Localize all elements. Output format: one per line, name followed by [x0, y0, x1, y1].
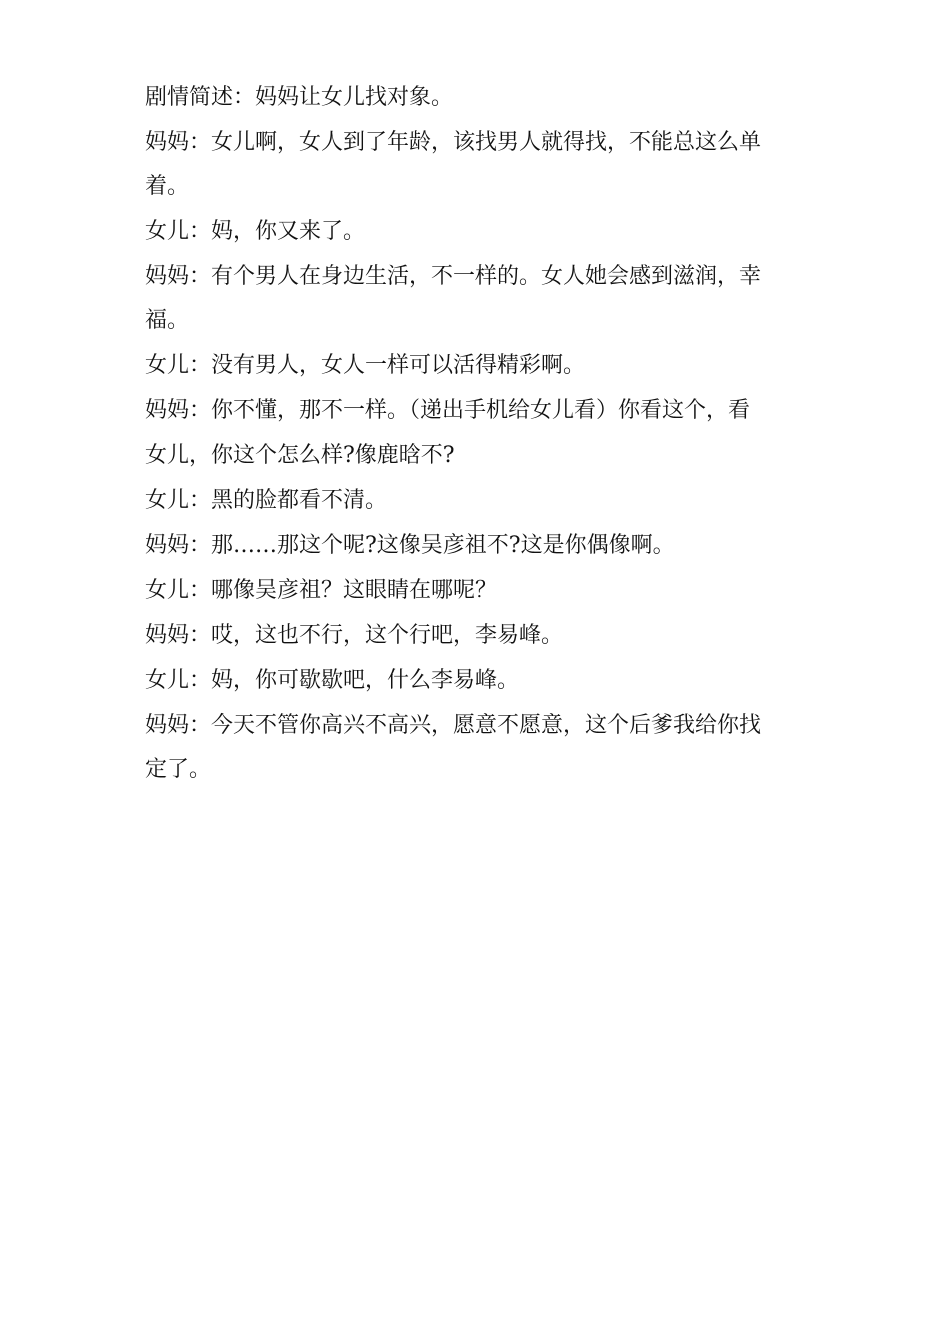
script-body [145, 76, 805, 793]
synopsis-line: 剧情简述：妈妈让女儿找对象。 [145, 85, 454, 110]
dialogue-line: 妈妈：有个男人在身边生活，不一样的。女人她会感到滋润，幸 福。 [145, 264, 762, 333]
dialogue-line: 女儿：妈，你又来了。 [145, 219, 366, 244]
dialogue-line: 妈妈：女儿啊，女人到了年龄，该找男人就得找，不能总这么单 着。 [145, 130, 762, 199]
dialogue-line: 妈妈：哎，这也不行，这个行吧，李易峰。 [145, 623, 564, 648]
dialogue-line: 女儿：妈，你可歇歇吧，什么李易峰。 [145, 668, 520, 693]
dialogue-line: 妈妈：今天不管你高兴不高兴，愿意不愿意，这个后爹我给你找 定了。 [145, 713, 762, 782]
dialogue-line: 妈妈：你不懂，那不一样。（递出手机给女儿看）你看这个，看 [145, 398, 751, 423]
dialogue-line: 女儿：没有男人，女人一样可以活得精彩啊。 [145, 353, 586, 378]
dialogue-line: 妈妈：那……那这个呢?这像吴彦祖不?这是你偶像啊。 [145, 533, 675, 558]
dialogue-line: 女儿：黑的脸都看不清。 [145, 488, 388, 513]
dialogue-line: 女儿：哪像吴彦祖？这眼睛在哪呢？ [145, 578, 498, 603]
dialogue-line: 女儿，你这个怎么样?像鹿晗不? [145, 443, 455, 468]
